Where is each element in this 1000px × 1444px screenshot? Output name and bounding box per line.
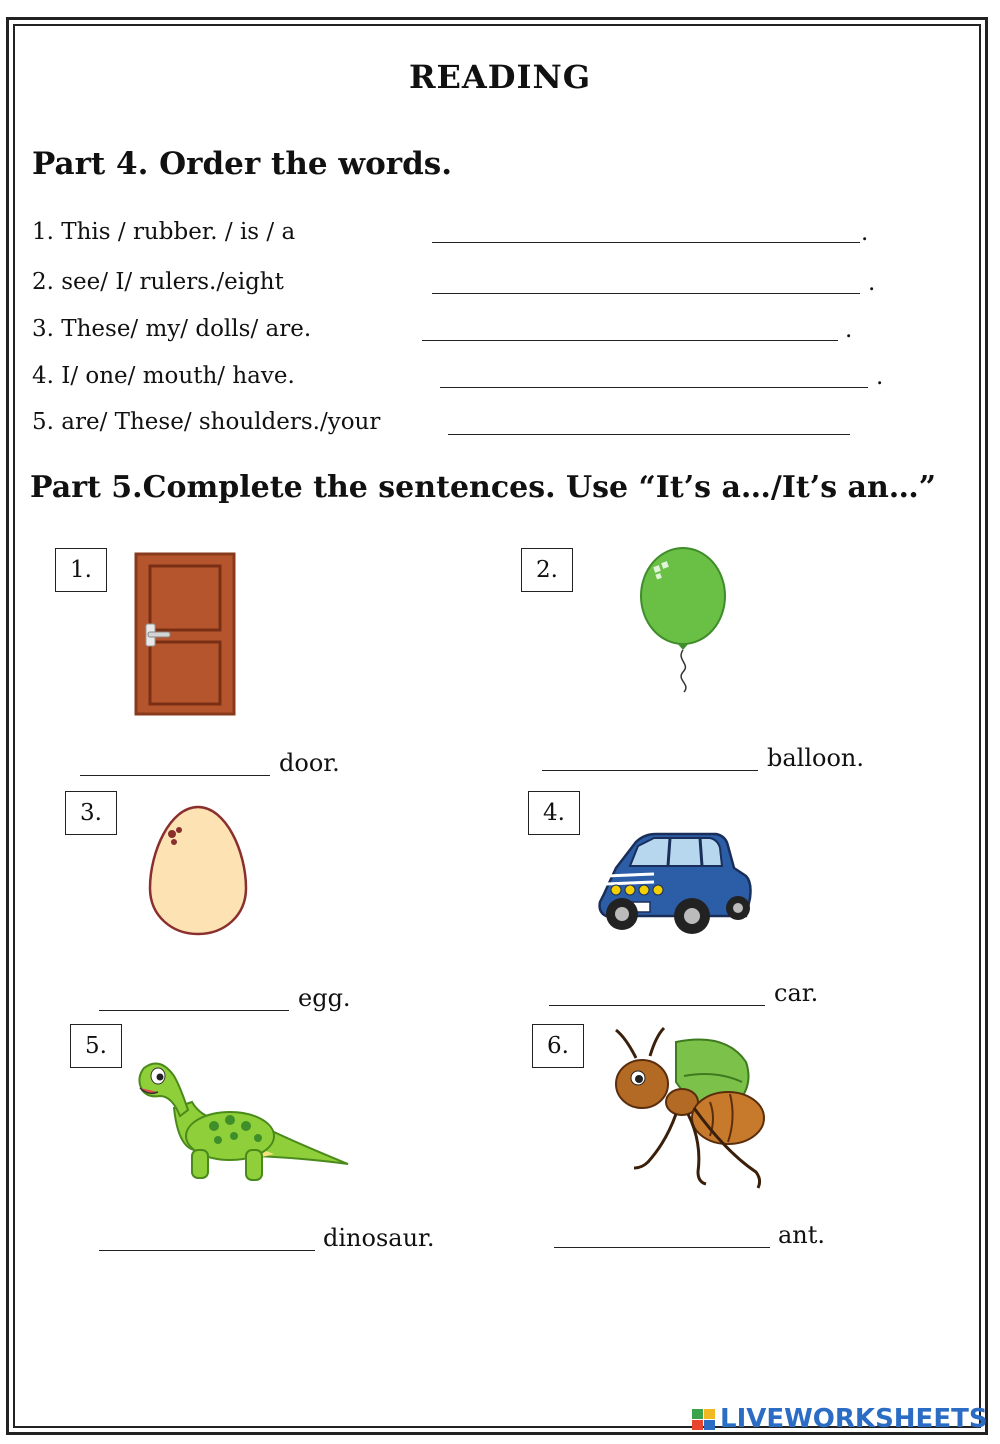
part4-item-3-answer-blank[interactable] [422,340,838,341]
balloon-icon [636,546,732,696]
part5-heading: Part 5.Complete the sentences. Use “It’s a…/It’s an…” [30,470,937,505]
egg-icon [146,804,250,938]
part5-item-5-answer-blank[interactable] [99,1250,315,1251]
part4-heading: Part 4. Order the words. [32,146,453,182]
part4-item-3-period: . [845,317,853,343]
part5-item-5-number: 5. [70,1024,122,1068]
part5-item-6-number: 6. [532,1024,584,1068]
part4-item-2-period: . [868,270,876,296]
page-title: READING [408,58,592,96]
part5-item-1-number: 1. [55,548,107,592]
ant-icon [606,1022,776,1192]
part4-item-5-answer-blank[interactable] [448,434,850,435]
part4-item-1-period: . [861,220,869,246]
part4-item-2-text: 2. see/ I/ rulers./eight [32,269,284,295]
part4-item-2-answer-blank[interactable] [432,293,860,294]
part4-item-1-answer-blank[interactable] [432,242,860,243]
door-icon [134,552,236,716]
part5-item-2-answer-blank[interactable] [542,770,758,771]
part5-item-2-number: 2. [521,548,573,592]
liveworksheets-logo-icon [692,1409,716,1431]
part5-item-6-word: ant. [778,1221,826,1249]
part4-item-4-period: . [876,364,884,390]
part5-item-2-word: balloon. [767,744,865,772]
car-icon [596,832,754,938]
dinosaur-icon [134,1046,354,1188]
part4-item-4-answer-blank[interactable] [440,387,868,388]
part5-item-1-word: door. [279,749,340,777]
part5-item-4-number: 4. [528,791,580,835]
part4-item-4-text: 4. I/ one/ mouth/ have. [32,363,295,389]
part5-item-1-answer-blank[interactable] [80,775,270,776]
part5-item-3-word: egg. [298,984,351,1012]
brand-logo-text: LIVEWORKSHEETS [720,1404,988,1434]
part5-item-5-word: dinosaur. [323,1224,435,1252]
part5-item-4-answer-blank[interactable] [549,1005,765,1006]
part5-item-3-number: 3. [65,791,117,835]
part4-item-1-text: 1. This / rubber. / is / a [32,219,296,245]
part5-item-3-answer-blank[interactable] [99,1010,289,1011]
part4-item-3-text: 3. These/ my/ dolls/ are. [32,316,312,342]
part4-item-5-text: 5. are/ These/ shoulders./your [32,409,381,435]
part5-item-4-word: car. [774,979,819,1007]
part5-item-6-answer-blank[interactable] [554,1247,770,1248]
